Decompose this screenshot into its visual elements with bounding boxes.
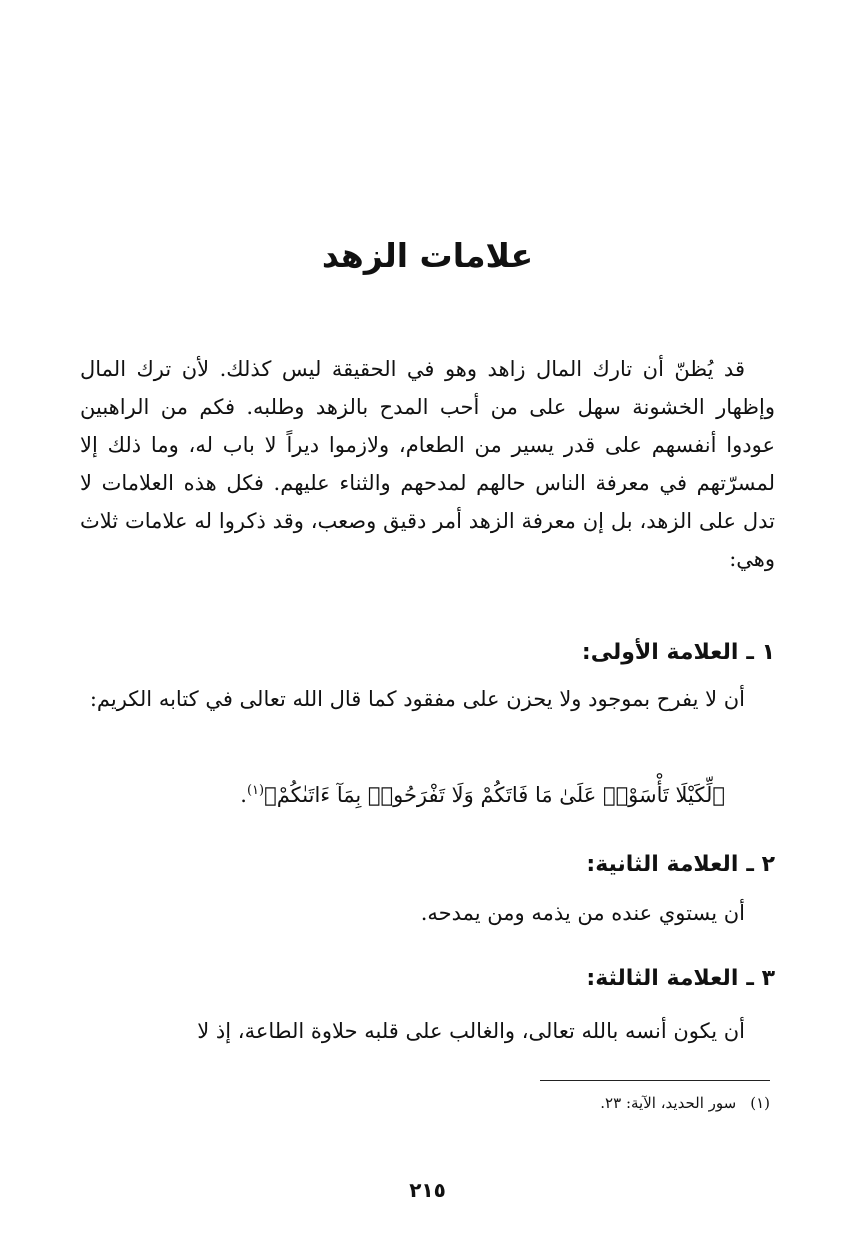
sign-1-text: أن لا يفرح بموجود ولا يحزن على مفقود كما قال الله تعالى في كتابه الكريم: [89, 687, 745, 711]
sign-3-title: العلامة الثالثة: [586, 966, 739, 991]
quran-verse [125, 772, 725, 814]
sign-3-text: أن يكون أنسه بالله تعالى، والغالب على قلبه حلاوة الطاعة، إذ لا [197, 1019, 745, 1043]
intro-paragraph: قد يُظنّ أن تارك المال زاهد وهو في الحقيقة ليس كذلك. لأن ترك المال وإظهار الخشونة سهل على من أحب المدح بالزهد وطلبه. فكم من الراهبين عودوا أنفسهم على قدر يسير من الطعام، ولازموا ديراً لا باب له، وما ذلك إلا لمسرّتهم في معرفة الناس حالهم لمدحهم والثناء عليهم. فكل هذه العلامات لا تدل على الزهد، بل إن معرفة الزهد أمر دقيق وصعب، وقد ذكروا له علامات ثلاث وهي: [80, 357, 775, 571]
sign-1-number: ١ ـ [746, 640, 775, 665]
footnote [170, 1094, 770, 1112]
sign-1-heading [80, 640, 775, 665]
page-number: ٢١٥ [409, 1178, 446, 1202]
sign-3-heading [80, 966, 775, 991]
page-title: علامات الزهد [321, 236, 534, 275]
sign-2-text: أن يستوي عنده من يذمه ومن يمدحه. [420, 901, 745, 925]
sign-2-number: ٢ ـ [746, 852, 775, 877]
footnote-ref: (١) [246, 783, 265, 798]
footnote-text: سور الحديد، الآية: ٢٣. [600, 1094, 737, 1112]
sign-3-number: ٣ ـ [746, 966, 775, 991]
verse-text: ﴿لِّكَيْلَا تَأْسَوْا۟ عَلَىٰ مَا فَاتَكُمْ وَلَا تَفْرَحُوا۟ بِمَآ ءَاتَىٰكُمْ﴾ [264, 783, 725, 807]
footnote-marker: (١) [750, 1094, 770, 1112]
sign-1-title: العلامة الأولى: [581, 640, 739, 665]
verse-end: . [240, 783, 247, 807]
footnote-divider [540, 1080, 770, 1081]
sign-2-heading [80, 852, 775, 877]
sign-2-title: العلامة الثانية: [586, 852, 739, 877]
